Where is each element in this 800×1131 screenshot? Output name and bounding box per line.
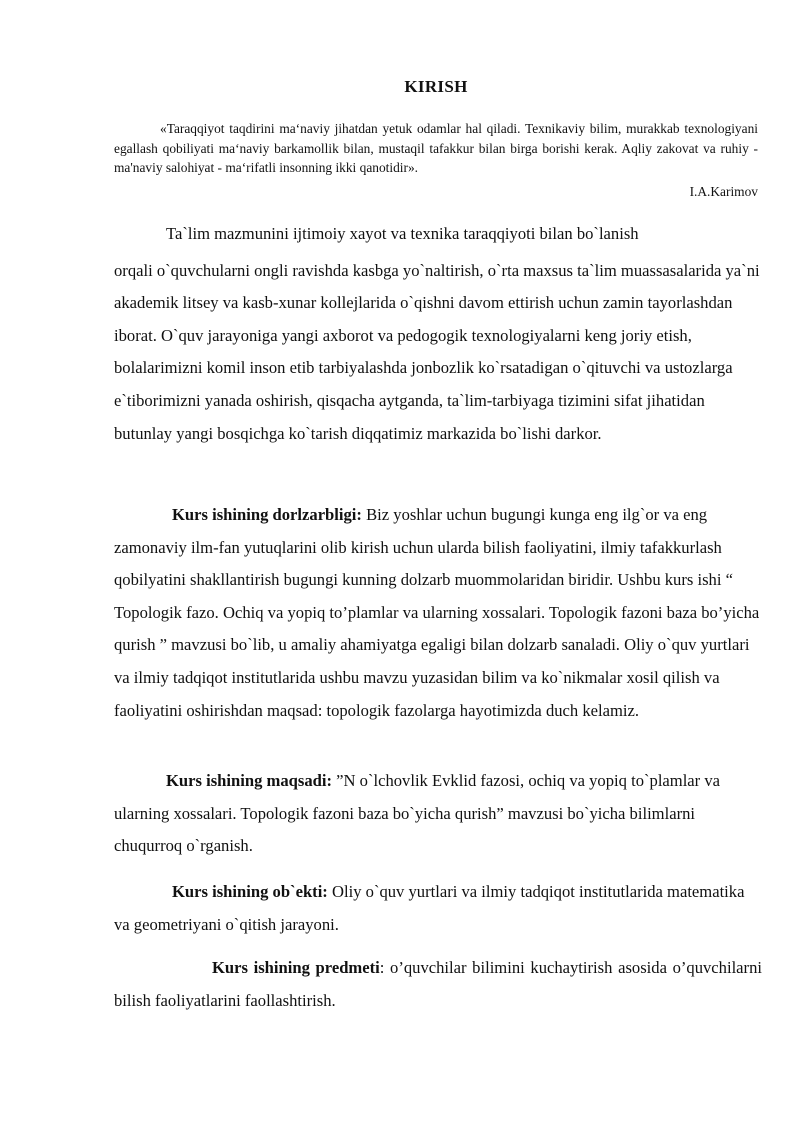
epigraph-author: I.A.Karimov xyxy=(689,184,758,199)
intro-text: orqali o`quvchularni ongli ravishda kasbga yo`naltirish, o`rta maxsus ta`lim muassasalarida ya`ni akademik litsey va kasb-xunar kollejlarida o`qishni davom ettirish uchun zamin tayorlashdan iborat. O`quv jarayoniga yangi axborot va pedogogik texnologiyalarni keng joriy etish, bolalarimizni komil inson etib tarbiyalashda jonbozlik ko`rsatadigan o`qituvchi va ustozlarga e`tiborimizni yanada oshirish, qisqacha aytganda, ta`lim-tarbiyaga tizimini sifat jihatidan butunlay yangi bosqichga ko`tarish diqqatimiz markazida bo`lishi darkor. xyxy=(114,260,760,443)
intro-first-line: Ta`lim mazmunini ijtimoiy xayot va texnika taraqqiyoti bilan bo`lanish xyxy=(166,224,639,243)
section-text: Biz yoshlar uchun bugungi kunga eng ilg`or va eng zamonaviy ilm-fan yutuqlarini olib kirish uchun ularda bilish faoliyatini, ilmiy tafakkurlash qobilyatini shakllantirish bugungi kunning dolzarb muommolaridan biridir. Ushbu kurs ishi “ Topologik fazo. Ochiq va yopiq to’plamlar va ularning xossalari. Topologik fazoni baza bo’yicha qurish ” mavzusi bo`lib, u amaliy ahamiyatga egaligi bilan dolzarb sanaladi. Oliy o`quv yurtlari va ilmiy tadqiqot institutlarida ushbu mavzu yuzasidan bilim va ko`nikmalar xosil qilish va faoliyatini oshirishdan maqsad: topologik fazolarga hayotimizda duch kelamiz. xyxy=(114,505,760,720)
section-heading: Kurs ishining dorlzarbligi: xyxy=(172,505,362,524)
section-object xyxy=(114,876,762,941)
section-subject xyxy=(114,952,762,1017)
intro-paragraph xyxy=(114,218,762,450)
page-title: KIRISH xyxy=(404,77,468,96)
section-text: Oliy o`quv yurtlari va ilmiy tadqiqot institutlarida matematika va geometriyani o`qitish jarayoni. xyxy=(114,882,745,934)
section-heading: Kurs ishining maqsadi: xyxy=(166,771,332,790)
section-heading: Kurs ishining ob`ekti: xyxy=(172,882,328,901)
section-text: ”N o`lchovlik Evklid fazosi, ochiq va yopiq to`plamlar va ularning xossalari. Topologik fazoni baza bo`yicha qurish” mavzusi bo`yicha bilimlarni chuqurroq o`rganish. xyxy=(114,771,721,856)
section-relevance xyxy=(114,499,762,727)
epigraph-quote: «Taraqqiyot taqdirini ma‘naviy jihatdan yetuk odamlar hal qiladi. Texnikaviy bilim, murakkab texnologiyani egallash qobiliyati ma‘naviy barkamollik bilan, mustaqil tafakkur bilan birga borishi kerak. Aqliy zakovat va ruhiy - ma'naviy salohiyat - ma‘rifatli insonning ikki qanotidir». xyxy=(114,121,758,175)
section-text: : o’quvchilar bilimini kuchaytirish asosida o’quvchilarni bilish faoliyatlarini faollashtirish. xyxy=(114,958,762,1010)
section-heading: Kurs ishining predmeti xyxy=(212,958,380,977)
section-goal xyxy=(114,765,762,863)
